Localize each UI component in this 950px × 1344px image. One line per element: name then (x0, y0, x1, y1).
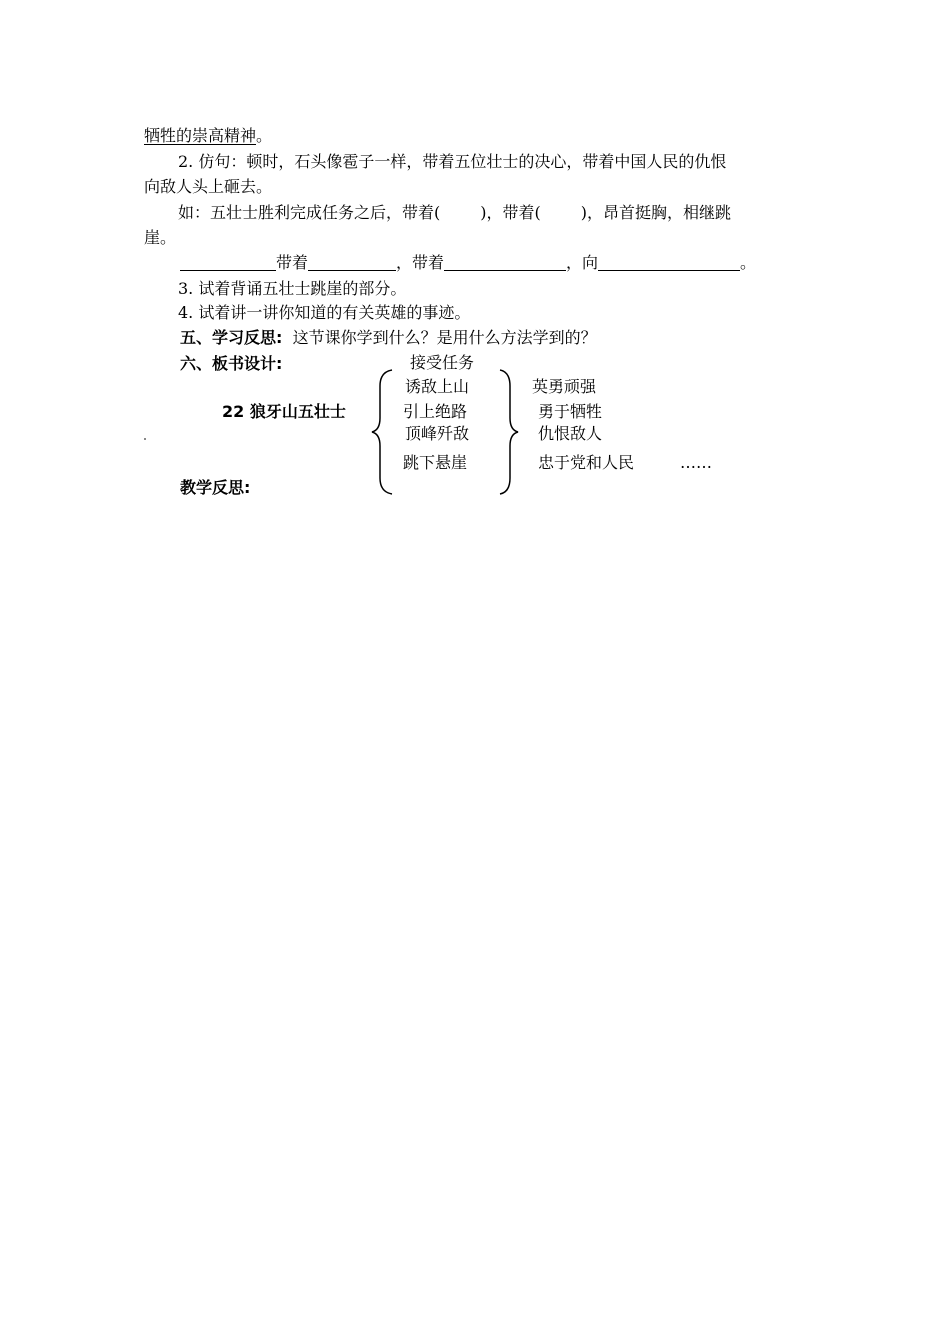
fill-blank-4 (598, 254, 740, 271)
section-5-heading: 五、学习反思: (180, 328, 283, 347)
board-right-item: 英勇顽强 (532, 377, 597, 396)
example-part-3: )，昂首挺胸，相继跳 (580, 203, 731, 222)
item-3: 3. 试着背诵五壮士跳崖的部分。 (178, 279, 407, 298)
item-4: 4. 试着讲一讲你知道的有关英雄的事迹。 (178, 303, 471, 322)
item-2-line-2: 向敌人头上砸去。 (144, 177, 273, 196)
section-6-heading: 六、板书设计: (180, 354, 283, 373)
section-5-text: 这节课你学到什么？是用什么方法学到的？ (292, 328, 597, 347)
board-ellipsis: …… (680, 453, 712, 472)
section-5 (180, 328, 597, 348)
paragraph-continuation (144, 126, 272, 146)
period: 。 (256, 126, 273, 145)
board-top-label: 接受任务 (410, 353, 475, 372)
left-brace-icon (370, 368, 400, 496)
board-right-item: 勇于牺牲 (538, 402, 603, 421)
board-left-item: 跳下悬崖 (403, 453, 468, 472)
board-left-item: 引上绝路 (403, 402, 468, 421)
example-line-2: 崖。 (144, 228, 177, 247)
example-line-1 (178, 203, 731, 223)
fill-blank-2 (308, 254, 396, 271)
fill-word-1: 带着 (276, 253, 309, 272)
board-lesson-title: 22 狼牙山五壮士 (222, 402, 346, 421)
board-right-item: 忠于党和人民 (538, 453, 635, 472)
fill-blank-3 (444, 254, 566, 271)
reflection-heading: 教学反思: (180, 478, 251, 497)
right-brace-icon (498, 368, 524, 496)
stray-dot (144, 438, 146, 440)
example-part-1: 如：五壮士胜利完成任务之后，带着( (178, 203, 441, 222)
fill-word-3: ，向 (566, 253, 599, 272)
fill-in-line (180, 253, 756, 273)
item-2-line-1: 2. 仿句：顿时，石头像雹子一样，带着五位壮士的决心，带着中国人民的仇恨 (178, 152, 727, 171)
fill-end: 。 (740, 253, 757, 272)
fill-blank-1 (180, 254, 276, 271)
example-part-2: )，带着( (480, 203, 541, 222)
board-left-item: 顶峰歼敌 (405, 424, 470, 443)
board-left-item: 诱敌上山 (405, 377, 470, 396)
board-right-item: 仇恨敌人 (538, 424, 603, 443)
underlined-phrase: 牺牲的崇高精神 (144, 126, 257, 145)
fill-word-2: ，带着 (396, 253, 445, 272)
